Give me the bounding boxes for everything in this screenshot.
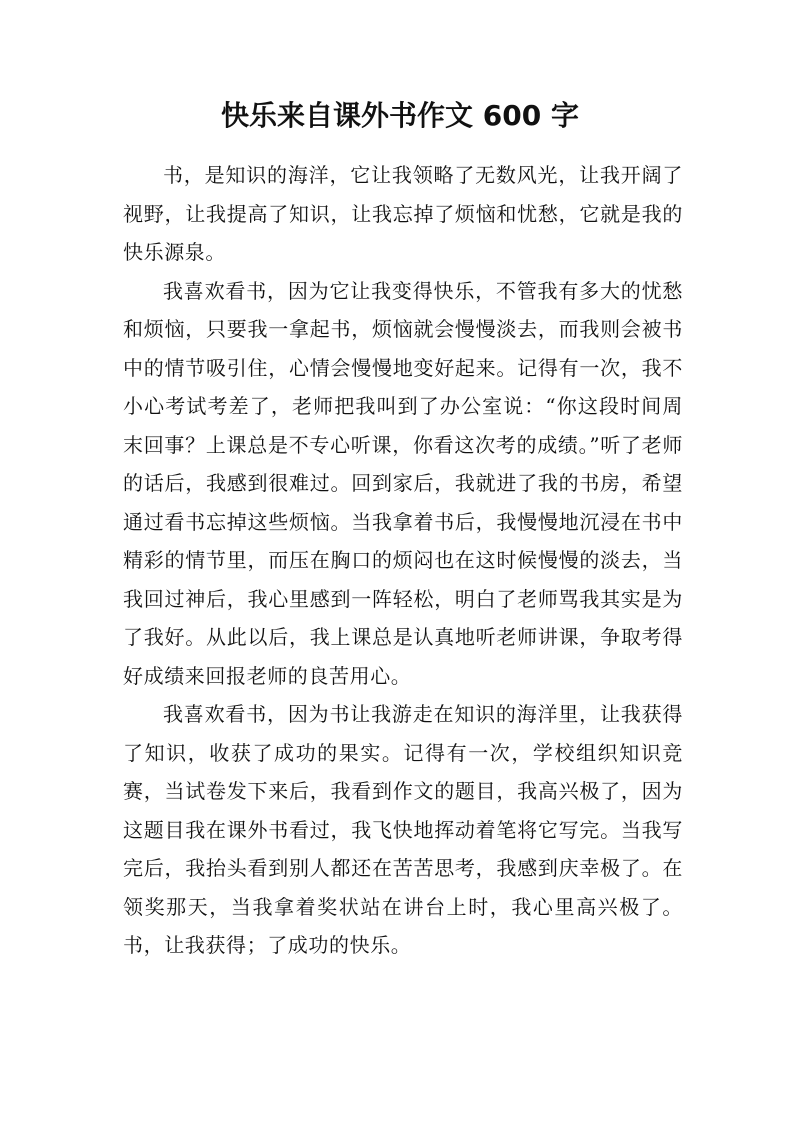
document-title: 快乐来自课外书作文 600 字 bbox=[221, 99, 579, 132]
paragraph-competition-story: 我喜欢看书，因为书让我游走在知识的海洋里，让我获得了知识，收获了成功的果实。记得有一次，学校组织知识竞赛，当试卷发下来后，我看到作文的题目，我高兴极了，因为这题目我在课外书看过，我飞快地挥动着笔将它写完。当我写完后，我抬头看到别人都还在苦苦思考，我感到庆幸极了。在领奖那天，当我拿着奖状站在讲台上时，我心里高兴极了。书，让我获得；了成功的快乐。 bbox=[123, 702, 683, 957]
document-body bbox=[123, 156, 683, 965]
paragraph-intro: 书，是知识的海洋，它让我领略了无数风光，让我开阔了视野，让我提高了知识，让我忘掉了烦恼和忧愁，它就是我的快乐源泉。 bbox=[123, 163, 683, 264]
paragraph-exam-story: 我喜欢看书，因为它让我变得快乐，不管我有多大的忧愁和烦恼，只要我一拿起书，烦恼就会慢慢淡去，而我则会被书中的情节吸引住，心情会慢慢地变好起来。记得有一次，我不小心考试考差了，老师把我叫到了办公室说：“你这段时间周末回事？上课总是不专心听课，你看这次考的成绩。”听了老师的话后，我感到很难过。回到家后，我就进了我的书房，希望通过看书忘掉这些烦恼。当我拿着书后，我慢慢地沉浸在书中精彩的情节里，而压在胸口的烦闷也在这时候慢慢的淡去，当我回过神后，我心里感到一阵轻松，明白了老师骂我其实是为了我好。从此以后，我上课总是认真地听老师讲课，争取考得好成绩来回报老师的良苦用心。 bbox=[123, 278, 683, 688]
